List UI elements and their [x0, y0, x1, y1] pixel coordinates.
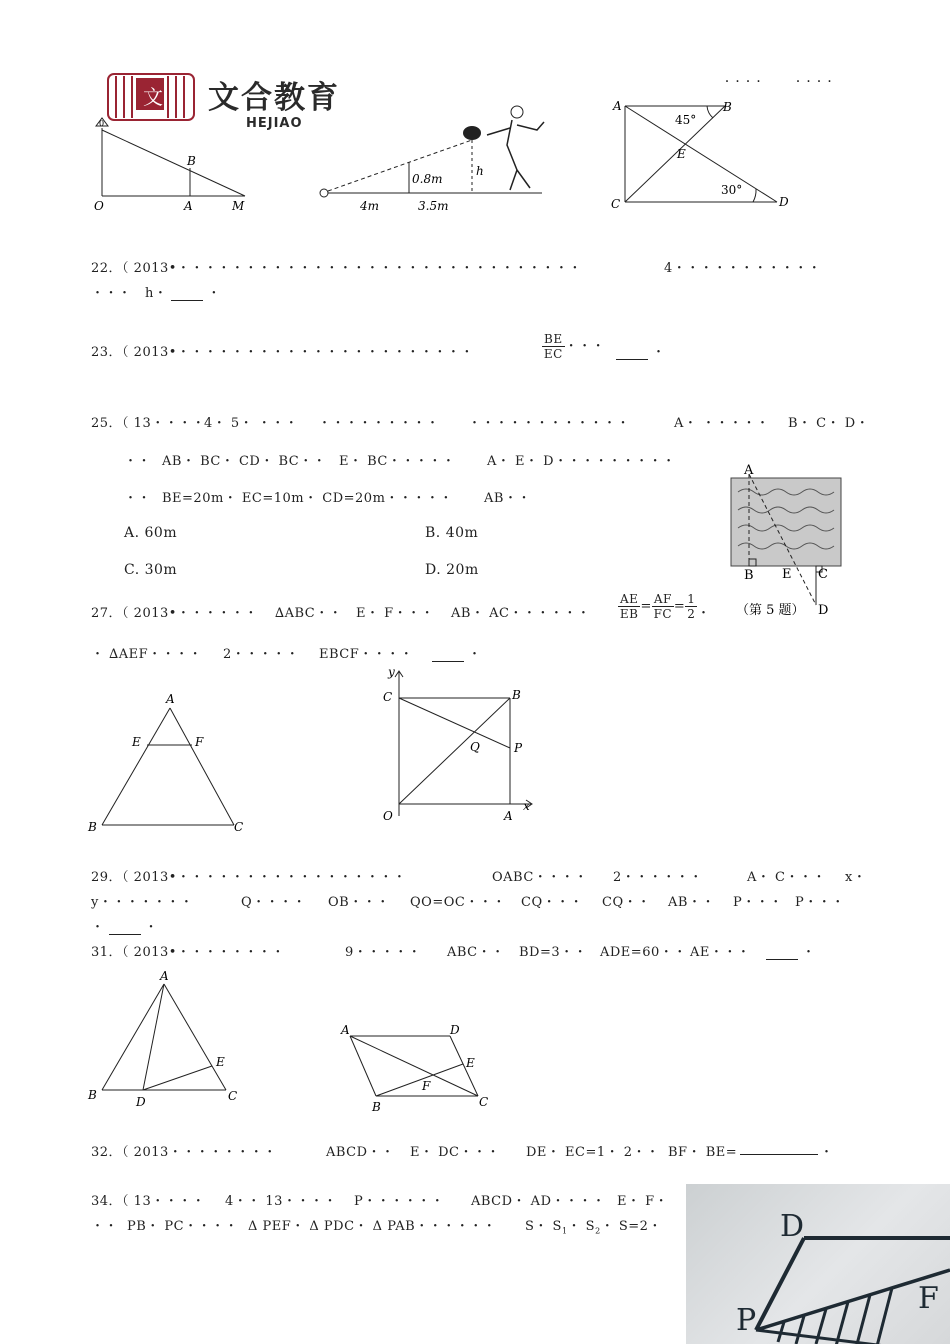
q27-fraction-af-fc: $\frac{AF}{FC}$ — [653, 592, 673, 621]
q29-line2-e: CQ・・・ — [521, 895, 584, 910]
figure-eq-label-a: A — [160, 969, 169, 983]
q25-line3-b: BE=20m・ EC=10m・ CD=20m・・・・・ — [162, 491, 453, 506]
figure-eq-label-d: D — [136, 1095, 146, 1106]
q27-line1-c: E・ F・・・ — [356, 606, 435, 621]
figure-axes-label-p: P — [514, 741, 523, 755]
figure-lamp-label-0: 0 — [99, 119, 105, 128]
figure-axes-label-x: x — [523, 799, 530, 813]
q25-option-c[interactable]: C. 30m — [124, 562, 178, 578]
q25-option-b[interactable]: B. 40m — [425, 525, 479, 541]
q29-line2-f: CQ・・ — [602, 895, 651, 910]
q29-line1-b: OABC・・・・ — [492, 870, 588, 885]
q32-line1-b: ABCD・・ — [326, 1145, 395, 1160]
figure-tennis-label-4m: 4m — [360, 199, 380, 213]
q25-line1-e: A・ ・・・・・ — [674, 416, 770, 431]
figure-river-label-d: D — [818, 603, 829, 618]
q31-line1-c: ABC・・ — [447, 945, 505, 960]
figure-tri-label-f: F — [195, 735, 204, 749]
q23-after: ・・・ — [564, 339, 606, 354]
figure-para-label-c: C — [479, 1095, 489, 1109]
figure-eq-label-b: B — [88, 1088, 97, 1102]
q25-line1-a: 25．（ 13・・・・ — [91, 416, 206, 431]
q34-sub-1: 1 — [561, 1226, 568, 1236]
figure-square-axes — [366, 664, 546, 828]
figure-rect-angle-45: 45° — [675, 113, 697, 127]
q34-line1-c: P・・・・・・ — [354, 1194, 445, 1209]
q27-line1-e: ・ — [697, 606, 711, 621]
q27-line2-b: 2・・・・・ — [223, 647, 300, 662]
figure-tennis-label-08m: 0.8m — [412, 172, 443, 186]
q27-fraction-half: $\frac{1}{2}$ — [687, 592, 696, 621]
q25-line1-f: B・ C・ D・ — [788, 416, 870, 431]
figure-axes-label-c: C — [383, 690, 393, 704]
q22-var-h: h・ — [145, 286, 168, 301]
figure-tri-label-c: C — [234, 820, 244, 834]
q34-line2-b: PB・ PC・・・・ — [127, 1219, 239, 1234]
q29-answer-blank[interactable] — [109, 922, 141, 935]
q34-line2-c: Δ PEF・ Δ PDC・ Δ PAB・・・・・・ — [248, 1219, 497, 1234]
figure-para-label-d: D — [450, 1023, 460, 1037]
q27-line1-d: AB・ AC・・・・・・ — [451, 606, 591, 621]
figure-para-label-a: A — [341, 1023, 350, 1037]
q25-line3-c: AB・・ — [484, 491, 531, 506]
q29-line2-g: AB・・ — [668, 895, 715, 910]
q32-line1-a: 32．（ 2013・・・・・・・・ — [91, 1145, 277, 1160]
figure-river-label-e: E — [782, 567, 792, 582]
figure-lamp-label-o: O — [94, 199, 104, 213]
q25-line2-d: A・ E・ D・・・・・・・・・ — [487, 454, 676, 469]
q34-line1-a: 34．（ 13・・・・ — [91, 1194, 206, 1209]
q29-line2-b: Q・・・・ — [241, 895, 307, 910]
q23-text: 23．（ 2013•・・・・・・・・・・・・・・・・・・・・・・ — [91, 345, 474, 360]
figure-triangle-aef — [84, 688, 254, 836]
figure-photo-label-p: P — [736, 1303, 757, 1338]
figure-tennis-label-35m: 3.5m — [418, 199, 449, 213]
figure-equilateral-ade — [84, 966, 254, 1106]
q34-line1-e: E・ F・ — [617, 1194, 669, 1209]
q25-line3-a: ・・ — [124, 491, 152, 506]
q34-s-total: ・ S=2・ — [600, 1219, 662, 1234]
figure-photo-label-f: F — [918, 1281, 939, 1316]
q22-line1-b: 4・・・・・・・・・・・ — [664, 261, 822, 276]
figure-river-label-b: B — [744, 568, 754, 583]
q32-line1-e: BF・ BE= — [668, 1145, 738, 1160]
q29-line1-d: A・ C・・・ — [747, 870, 826, 885]
q31-line1-f: AE・・・ — [690, 945, 751, 960]
figure-rect-label-c: C — [611, 197, 621, 211]
figure-axes-label-a: A — [504, 809, 513, 823]
q32-line1-d: DE・ EC=1・ 2・・ — [526, 1145, 660, 1160]
logo-glyph: 文 — [143, 85, 163, 109]
q23-answer: ・ — [612, 341, 666, 360]
figure-axes-label-y: y — [388, 665, 395, 679]
q22-line2-a: ・・・ — [91, 286, 132, 301]
q34-line2-s — [525, 1215, 662, 1236]
figure-river-label-c: C — [818, 567, 828, 582]
figure-rect-label-b: B — [723, 100, 732, 114]
q27-fractions: $\frac{AE}{EB}$ = $\frac{AF}{FC}$ = $\frac{1}{2}$ — [619, 592, 696, 621]
figure-tri-label-e: E — [132, 735, 141, 749]
q25-line1-b: 4・ 5・ ・・・ — [204, 416, 299, 431]
q22-line2-b: h・ ・ — [145, 286, 221, 301]
figure-axes-label-q: Q — [470, 740, 480, 754]
figure-lamp-label-m: M — [232, 199, 245, 213]
figure-rect-label-a: A — [613, 99, 622, 113]
figure-para-label-b: B — [372, 1100, 381, 1114]
q27-answer: ・ — [428, 643, 482, 662]
figure-tennis-label-h: h — [476, 164, 484, 178]
header-right-label-1: ・・・・ — [722, 77, 764, 88]
q31-answer: ・ — [762, 941, 816, 960]
figure-river-label-a: A — [744, 463, 754, 478]
q25-line2-a: ・・ — [124, 454, 152, 469]
figure-rect-label-e: E — [677, 147, 686, 161]
figure-tri-label-b: B — [88, 820, 97, 834]
figure-axes-label-o: O — [383, 809, 393, 823]
q29-line3: ・ ・ — [91, 920, 159, 935]
header-right-label-2: ・・・・ — [793, 77, 835, 88]
q32-line1-c: E・ DC・・・ — [410, 1145, 500, 1160]
figure-para-label-f: F — [422, 1079, 431, 1093]
figure-table-tennis — [312, 100, 562, 215]
q29-line1-a: 29．（ 2013•・・・・・・・・・・・・・・・・・ — [91, 870, 407, 885]
logo-subtitle: HEJIAO — [246, 116, 303, 131]
q34-sub-2: 2 — [595, 1226, 601, 1236]
q34-s-label: S・ S — [525, 1219, 562, 1234]
q27-line1-b: ∆ABC・・ — [275, 606, 343, 621]
q31-line1-a: 31．（ 2013•・・・・・・・・ — [91, 945, 285, 960]
figure-rect-diagonals — [607, 96, 807, 214]
figure-lamp-shadow — [90, 108, 260, 218]
q29-line2-a: y・・・・・・・ — [91, 895, 194, 910]
figure-tri-label-a: A — [166, 692, 175, 706]
q34-line2-a: ・・ — [91, 1219, 119, 1234]
q27-line2-c: EBCF・・・・ — [319, 647, 414, 662]
q29-line2-c: OB・・・ — [328, 895, 390, 910]
q29-line3-a: ・ — [91, 920, 105, 935]
q27-answer-blank[interactable] — [432, 649, 464, 662]
q29-line1-e: x・ — [845, 870, 867, 885]
figure-para-label-e: E — [466, 1056, 475, 1070]
figure-river — [728, 460, 848, 620]
q29-line2-d: QO=OC・・・ — [410, 895, 506, 910]
q34-line1-b: 4・・ 13・・・・ — [225, 1194, 337, 1209]
q22-line1-a: 22．（ 2013•・・・・・・・・・・・・・・・・・・・・・・・・・・・・・・ — [91, 261, 582, 276]
q22-answer-blank[interactable] — [171, 288, 203, 301]
q29-line1-c: 2・・・・・・ — [613, 870, 703, 885]
figure-lamp-label-b: B — [187, 154, 196, 168]
q23-answer-blank[interactable] — [616, 347, 648, 360]
q25-option-d[interactable]: D. 20m — [425, 562, 479, 578]
q23-fraction: $\frac{BE}{EC}$ — [543, 332, 563, 361]
q27-line2-a: ・ ∆AEF・・・・ — [91, 647, 203, 662]
figure-eq-label-e: E — [216, 1055, 225, 1069]
figure-photo-parallelogram — [686, 1184, 950, 1344]
figure-eq-label-c: C — [228, 1089, 238, 1103]
q25-line2-c: E・ BC・・・・・ — [339, 454, 456, 469]
q27-fraction-ae-eb: $\frac{AE}{EB}$ — [619, 592, 639, 621]
q34-line1-d: ABCD・ AD・・・・ — [471, 1194, 606, 1209]
figure-parallelogram — [336, 1020, 506, 1118]
q31-answer-blank[interactable] — [766, 947, 798, 960]
q25-line2-b: AB・ BC・ CD・ BC・・ — [162, 454, 327, 469]
figure-lamp-label-a: A — [184, 199, 193, 213]
figure-river-caption: （第 5 题） — [736, 603, 805, 618]
figure-rect-angle-30: 30° — [721, 183, 743, 197]
figure-rect-label-d: D — [779, 195, 789, 209]
q27-line1-a: 27．（ 2013•・・・・・・ — [91, 606, 258, 621]
figure-axes-label-b: B — [512, 688, 521, 702]
q29-line2-i: P・・・ — [795, 895, 845, 910]
q34-s2-label: ・ S — [567, 1219, 596, 1234]
q25-option-a[interactable]: A. 60m — [124, 525, 178, 541]
q31-line1-d: BD=3・・ — [519, 945, 588, 960]
q29-line2-h: P・・・ — [733, 895, 783, 910]
q25-line1-c: ・・・・・・・・・ — [318, 416, 440, 431]
q32-answer-blank[interactable] — [740, 1139, 818, 1155]
logo-text: 文合教育 — [208, 80, 340, 116]
q23-fraction-line — [542, 332, 605, 361]
q31-line1-e: ADE=60・・ — [600, 945, 687, 960]
figure-photo-drawing — [686, 1184, 950, 1344]
q32-line1-f: ・ — [820, 1145, 834, 1160]
q31-line1-b: 9・・・・・ — [345, 945, 422, 960]
q25-line1-d: ・・・・・・・・・・・・ — [468, 416, 631, 431]
figure-photo-label-d: D — [780, 1209, 805, 1244]
